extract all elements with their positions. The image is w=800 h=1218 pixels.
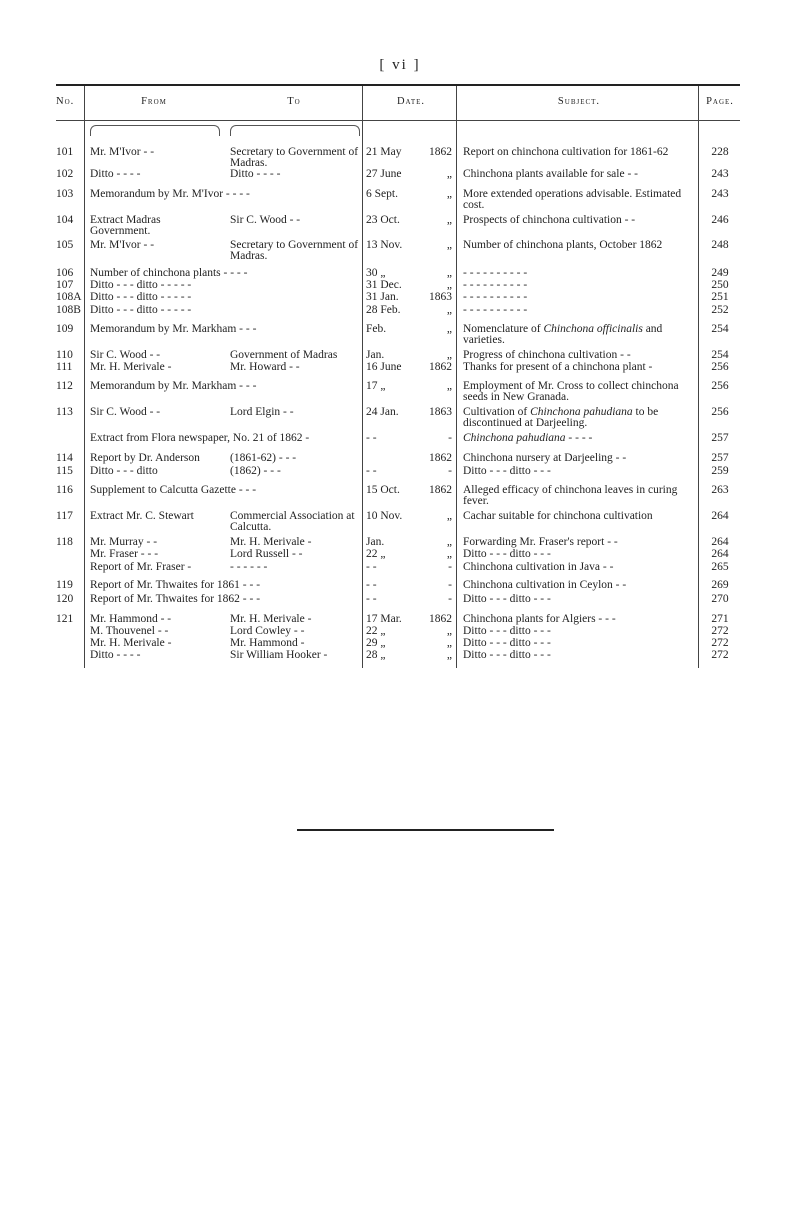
subject-entry: [463, 485, 697, 507]
page-reference: 254: [711, 323, 729, 335]
subject-entry: [463, 407, 697, 429]
row-number: 117: [56, 510, 73, 522]
year-entry: „: [446, 323, 452, 335]
subject-entry: [463, 549, 697, 560]
column-divider-no: [84, 86, 85, 668]
from-entry: Sir C. Wood - -: [90, 406, 161, 418]
date-entry: 27 June: [366, 168, 402, 180]
page-reference: 264: [711, 548, 729, 560]
year-entry: 1862: [429, 146, 452, 158]
page-reference: 257: [711, 432, 729, 444]
subject-entry: [463, 350, 697, 361]
date-entry: 28 „: [366, 649, 386, 661]
subject-text: - - - - - - - - - -: [463, 304, 528, 316]
date-entry: 10 Nov.: [366, 510, 403, 522]
subject-entry: [463, 511, 697, 522]
page-reference: 272: [711, 637, 729, 649]
date-entry: 17 „: [366, 380, 386, 392]
subject-text: Ditto - - - ditto - - -: [463, 593, 551, 605]
date-entry: - -: [366, 561, 377, 573]
from-to-entry: Report of Mr. Thwaites for 1862 - - -: [90, 593, 261, 605]
from-to-entry: Ditto - - - ditto - - - - -: [90, 279, 192, 291]
year-entry: „: [446, 536, 452, 548]
date-entry: Jan.: [366, 536, 385, 548]
subject-entry: [463, 614, 697, 625]
subject-text-continued: and varieties.: [463, 323, 663, 346]
row-number: 121: [56, 613, 74, 625]
date-entry: 17 Mar.: [366, 613, 402, 625]
date-entry: 15 Oct.: [366, 484, 400, 496]
subject-entry: [463, 562, 697, 573]
subject-text: More extended operations advisable. Estimated cost.: [463, 188, 682, 211]
subject-text: Forwarding Mr. Fraser's report - -: [463, 536, 618, 548]
from-to-entry: Ditto - - - ditto - - - - -: [90, 291, 192, 303]
subject-species: Chinchona pahudiana: [530, 406, 633, 418]
date-entry: 13 Nov.: [366, 239, 403, 251]
row-number: 114: [56, 452, 73, 464]
page-reference: 256: [711, 406, 729, 418]
from-to-entry: Ditto - - - ditto - - - - -: [90, 304, 192, 316]
subject-text: Thanks for present of a chinchona plant -: [463, 361, 653, 373]
from-entry: Mr. Hammond - -: [90, 613, 172, 625]
year-entry: „: [446, 625, 452, 637]
subject-entry: [463, 650, 697, 661]
date-entry: - -: [366, 432, 377, 444]
subject-text-continued: to be discontinued at Darjeeling.: [463, 406, 659, 429]
subject-entry: [463, 453, 697, 464]
page-reference: 259: [711, 465, 729, 477]
page-reference: 251: [711, 291, 729, 303]
subject-entry: [463, 215, 697, 226]
row-number: 120: [56, 593, 74, 605]
subject-entry: [463, 169, 697, 180]
to-entry: Commercial Association at Calcutta.: [230, 510, 355, 533]
subject-entry: [463, 433, 697, 444]
page-reference: 248: [711, 239, 729, 251]
row-number: 106: [56, 267, 74, 279]
row-number: 101: [56, 146, 74, 158]
subject-entry: [463, 240, 697, 251]
from-to-entry: Memorandum by Mr. Markham - - -: [90, 323, 257, 335]
closing-rule: [297, 829, 554, 831]
subject-text: Prospects of chinchona cultivation - -: [463, 214, 636, 226]
from-entry: Extract Mr. C. Stewart: [90, 510, 194, 522]
date-entry: 31 Dec.: [366, 279, 402, 291]
from-entry: Mr. H. Merivale -: [90, 637, 172, 649]
from-brace: [90, 125, 220, 136]
subject-species: Chinchona pahudiana: [463, 432, 566, 444]
year-entry: „: [446, 380, 452, 392]
date-entry: Jan.: [366, 349, 385, 361]
header-page: Page.: [706, 96, 734, 107]
from-to-entry: Memorandum by Mr. Markham - - -: [90, 380, 257, 392]
subject-text: Chinchona plants for Algiers - - -: [463, 613, 616, 625]
page-reference: 257: [711, 452, 729, 464]
page-reference: 250: [711, 279, 729, 291]
from-entry: Report of Mr. Fraser -: [90, 561, 192, 573]
from-entry: Extract Madras Government.: [90, 214, 161, 237]
subject-entry: [463, 189, 697, 211]
from-to-entry: Number of chinchona plants - - - -: [90, 267, 248, 279]
subject-text: Number of chinchona plants, October 1862: [463, 239, 663, 251]
page-reference: 256: [711, 380, 729, 392]
from-entry: Mr. Murray - -: [90, 536, 158, 548]
row-number: 107: [56, 279, 74, 291]
subject-text: Chinchona nursery at Darjeeling - -: [463, 452, 627, 464]
row-number: 105: [56, 239, 74, 251]
subject-text: Employment of Mr. Cross to collect chinchona seeds in New Granada.: [463, 380, 679, 403]
subject-text: Alleged efficacy of chinchona leaves in curing fever.: [463, 484, 678, 507]
page-reference: 265: [711, 561, 729, 573]
year-entry: -: [448, 579, 452, 591]
subject-entry: [463, 362, 697, 373]
date-entry: 6 Sept.: [366, 188, 398, 200]
from-entry: Ditto - - - -: [90, 168, 141, 180]
year-entry: „: [446, 304, 452, 316]
to-entry: Lord Elgin - -: [230, 406, 294, 418]
year-entry: 1863: [429, 291, 452, 303]
date-entry: 24 Jan.: [366, 406, 399, 418]
year-entry: „: [446, 548, 452, 560]
date-entry: 31 Jan.: [366, 291, 399, 303]
row-number: 108A: [56, 291, 82, 303]
page-reference: 252: [711, 304, 729, 316]
from-entry: M. Thouvenel - -: [90, 625, 169, 637]
page-reference: 243: [711, 168, 729, 180]
subject-text: Nomenclature of: [463, 323, 544, 335]
subject-text: Ditto - - - ditto - - -: [463, 649, 551, 661]
subject-text: Report on chinchona cultivation for 1861-62: [463, 146, 669, 158]
page-reference: 263: [711, 484, 729, 496]
row-number: 119: [56, 579, 73, 591]
subject-entry: [463, 292, 697, 303]
year-entry: „: [446, 214, 452, 226]
from-to-entry: Extract from Flora newspaper, No. 21 of 1862 -: [90, 432, 310, 444]
page-reference: 270: [711, 593, 729, 605]
year-entry: -: [448, 593, 452, 605]
subject-entry: [463, 626, 697, 637]
row-number: 110: [56, 349, 73, 361]
to-entry: Lord Russell - -: [230, 548, 303, 560]
date-entry: - -: [366, 579, 377, 591]
date-entry: 29 „: [366, 637, 386, 649]
row-number: 116: [56, 484, 73, 496]
page-reference: 269: [711, 579, 729, 591]
subject-text: Cachar suitable for chinchona cultivation: [463, 510, 653, 522]
date-entry: - -: [366, 593, 377, 605]
header-date: Date.: [396, 96, 426, 107]
to-entry: (1861-62) - - -: [230, 452, 297, 464]
subject-entry: [463, 305, 697, 316]
subject-text: Ditto - - - ditto - - -: [463, 637, 551, 649]
from-entry: Sir C. Wood - -: [90, 349, 161, 361]
page-reference: 249: [711, 267, 729, 279]
from-entry: Mr. M'Ivor - -: [90, 146, 155, 158]
row-number: 108B: [56, 304, 81, 316]
page-reference: 243: [711, 188, 729, 200]
subject-text: - - - - - - - - - -: [463, 291, 528, 303]
from-entry: Ditto - - - -: [90, 649, 141, 661]
page-reference: 228: [711, 146, 729, 158]
to-entry: (1862) - - -: [230, 465, 281, 477]
subject-entry: [463, 638, 697, 649]
header-to: To: [287, 96, 301, 107]
year-entry: 1863: [429, 406, 452, 418]
subject-entry: [463, 268, 697, 279]
to-entry: Mr. H. Merivale -: [230, 536, 312, 548]
date-entry: 23 Oct.: [366, 214, 400, 226]
page-reference: 272: [711, 649, 729, 661]
to-entry: Sir William Hooker -: [230, 649, 328, 661]
subject-entry: [463, 580, 697, 591]
column-divider-page: [698, 86, 699, 668]
year-entry: „: [446, 168, 452, 180]
year-entry: „: [446, 239, 452, 251]
page-reference: 272: [711, 625, 729, 637]
row-number: 104: [56, 214, 74, 226]
from-to-entry: Memorandum by Mr. M'Ivor - - - -: [90, 188, 250, 200]
to-entry: Lord Cowley - -: [230, 625, 305, 637]
page-number: [ vi ]: [379, 57, 421, 73]
to-entry: Mr. Hammond -: [230, 637, 305, 649]
subject-entry: [463, 466, 697, 477]
subject-text: Ditto - - - ditto - - -: [463, 548, 551, 560]
to-entry: Secretary to Government of Madras.: [230, 146, 359, 169]
header-no: No.: [56, 96, 75, 107]
page-reference: 264: [711, 510, 729, 522]
year-entry: 1862: [429, 361, 452, 373]
subject-entry: [463, 324, 697, 346]
column-divider-subject: [456, 86, 457, 668]
page-reference: 256: [711, 361, 729, 373]
to-entry: Mr. Howard - -: [230, 361, 300, 373]
subject-text: - - - - - - - - - -: [463, 279, 528, 291]
subject-entry: [463, 147, 697, 158]
year-entry: „: [446, 188, 452, 200]
page-reference: 254: [711, 349, 729, 361]
to-entry: Secretary to Government of Madras.: [230, 239, 359, 262]
header-rule-bottom: [56, 120, 740, 121]
page-reference: 271: [711, 613, 729, 625]
subject-text: Chinchona cultivation in Ceylon - -: [463, 579, 627, 591]
from-to-entry: Report of Mr. Thwaites for 1861 - - -: [90, 579, 261, 591]
date-entry: 28 Feb.: [366, 304, 401, 316]
date-entry: - -: [366, 465, 377, 477]
year-entry: „: [446, 510, 452, 522]
year-entry: -: [448, 465, 452, 477]
page-reference: 264: [711, 536, 729, 548]
date-entry: 21 May: [366, 146, 402, 158]
year-entry: „: [446, 279, 452, 291]
subject-entry: [463, 280, 697, 291]
subject-entry: [463, 537, 697, 548]
to-brace: [230, 125, 360, 136]
from-entry: Mr. H. Merivale -: [90, 361, 172, 373]
row-number: 103: [56, 188, 74, 200]
date-entry: 16 June: [366, 361, 402, 373]
year-entry: -: [448, 432, 452, 444]
row-number: 102: [56, 168, 74, 180]
year-entry: „: [446, 649, 452, 661]
year-entry: „: [446, 637, 452, 649]
header-rule-top: [56, 84, 740, 86]
column-divider-to: [362, 86, 363, 668]
year-entry: 1862: [429, 452, 452, 464]
subject-text-continued: - - - -: [565, 432, 593, 444]
subject-text: Cultivation of: [463, 406, 531, 418]
to-entry: Government of Madras: [230, 349, 338, 361]
date-entry: 22 „: [366, 548, 386, 560]
row-number: 113: [56, 406, 73, 418]
subject-entry: [463, 381, 697, 403]
header-from: From: [141, 96, 167, 107]
year-entry: 1862: [429, 484, 452, 496]
date-entry: 30 „: [366, 267, 386, 279]
row-number: 118: [56, 536, 73, 548]
year-entry: „: [446, 267, 452, 279]
year-entry: 1862: [429, 613, 452, 625]
subject-entry: [463, 594, 697, 605]
header-subject: Subject.: [557, 96, 601, 107]
from-entry: Report by Dr. Anderson: [90, 452, 200, 464]
page-reference: 246: [711, 214, 729, 226]
to-entry: Mr. H. Merivale -: [230, 613, 312, 625]
date-entry: 22 „: [366, 625, 386, 637]
to-entry: - - - - - -: [230, 561, 268, 573]
to-entry: Sir C. Wood - -: [230, 214, 301, 226]
row-number: 115: [56, 465, 73, 477]
from-entry: Mr. M'Ivor - -: [90, 239, 155, 251]
subject-text: - - - - - - - - - -: [463, 267, 528, 279]
subject-species: Chinchona officinalis: [543, 323, 643, 335]
date-entry: Feb.: [366, 323, 387, 335]
subject-text: Ditto - - - ditto - - -: [463, 625, 551, 637]
row-number: 112: [56, 380, 73, 392]
subject-text: Ditto - - - ditto - - -: [463, 465, 551, 477]
from-entry: Ditto - - - ditto: [90, 465, 158, 477]
to-entry: Ditto - - - -: [230, 168, 281, 180]
row-number: 109: [56, 323, 74, 335]
year-entry: „: [446, 349, 452, 361]
subject-text: Chinchona plants available for sale - -: [463, 168, 638, 180]
from-entry: Mr. Fraser - - -: [90, 548, 159, 560]
subject-text: Chinchona cultivation in Java - -: [463, 561, 614, 573]
year-entry: -: [448, 561, 452, 573]
row-number: 111: [56, 361, 73, 373]
subject-text: Progress of chinchona cultivation - -: [463, 349, 631, 361]
from-to-entry: Supplement to Calcutta Gazette - - -: [90, 484, 257, 496]
